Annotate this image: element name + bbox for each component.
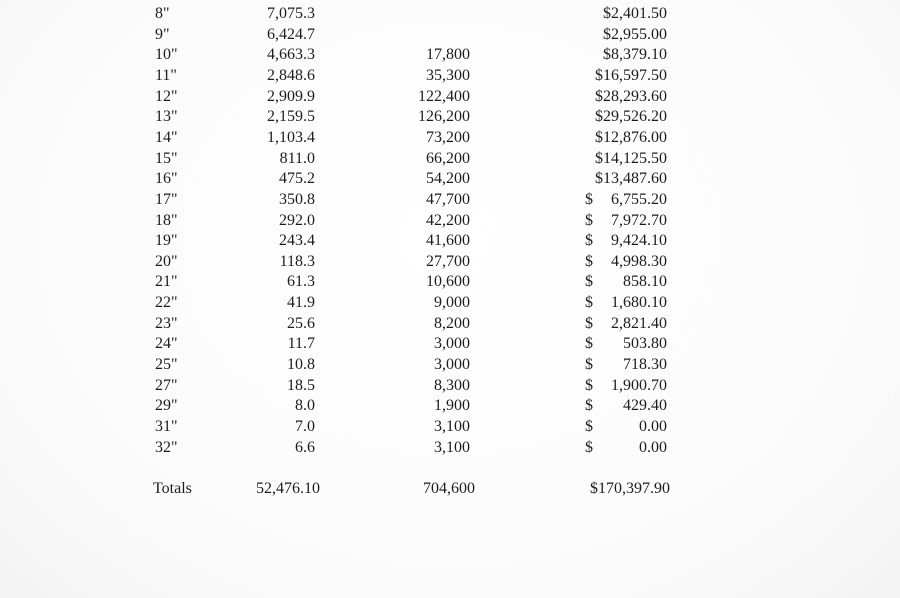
row-qty: 3,100	[434, 438, 470, 456]
row-amount: $14,125.50	[595, 149, 667, 167]
table-row	[0, 272, 900, 292]
row-size: 12"	[155, 87, 178, 105]
row-qty: 122,400	[418, 87, 470, 105]
table-row	[0, 4, 900, 24]
table-row	[0, 293, 900, 313]
row-qty: 35,300	[426, 66, 470, 84]
row-volume: 10.8	[287, 356, 315, 374]
row-currency: $	[585, 314, 593, 332]
table-row	[0, 252, 900, 272]
row-volume: 2,909.9	[267, 87, 315, 105]
totals-label: Totals	[153, 480, 192, 497]
row-currency: $	[585, 397, 593, 415]
row-volume: 25.6	[287, 314, 315, 332]
table-row	[0, 87, 900, 107]
row-volume: 350.8	[279, 190, 315, 208]
row-size: 20"	[155, 252, 178, 270]
table-row	[0, 107, 900, 127]
row-size: 22"	[155, 294, 178, 312]
row-volume: 811.0	[279, 149, 315, 167]
row-qty: 8,200	[434, 314, 470, 332]
row-qty: 9,000	[434, 294, 470, 312]
row-size: 19"	[155, 232, 178, 250]
row-qty: 41,600	[426, 232, 470, 250]
row-currency: $	[585, 335, 593, 353]
table-row	[0, 334, 900, 354]
row-qty: 1,900	[434, 397, 470, 415]
row-qty: 3,000	[434, 335, 470, 353]
row-amount: 503.80	[623, 335, 667, 353]
row-amount: $12,876.00	[595, 128, 667, 146]
row-volume: 8.0	[295, 397, 315, 415]
row-size: 27"	[155, 376, 178, 394]
row-size: 14"	[155, 128, 178, 146]
row-size: 10"	[155, 46, 178, 64]
table-row	[0, 438, 900, 458]
row-size: 17"	[155, 190, 178, 208]
row-volume: 2,159.5	[267, 108, 315, 126]
row-qty: 3,000	[434, 356, 470, 374]
row-currency: $	[585, 232, 593, 250]
row-qty: 73,200	[426, 128, 470, 146]
row-amount: $2,955.00	[603, 25, 667, 43]
row-amount: 6,755.20	[611, 190, 667, 208]
row-size: 8"	[155, 5, 170, 22]
row-amount: 1,900.70	[611, 376, 667, 394]
row-currency: $	[585, 356, 593, 374]
row-amount: 1,680.10	[611, 294, 667, 312]
row-amount: 9,424.10	[611, 232, 667, 250]
row-currency: $	[585, 211, 593, 229]
table-row	[0, 128, 900, 148]
row-qty: 126,200	[418, 108, 470, 126]
row-amount: 7,972.70	[611, 211, 667, 229]
table-row	[0, 355, 900, 375]
row-currency: $	[585, 190, 593, 208]
row-size: 9"	[155, 25, 170, 43]
row-qty: 17,800	[426, 46, 470, 64]
row-amount: 0.00	[639, 418, 667, 435]
row-size: 29"	[155, 397, 178, 415]
row-amount: $28,293.60	[595, 87, 667, 105]
row-volume: 2,848.6	[267, 66, 315, 84]
row-amount: 718.30	[623, 356, 667, 374]
row-volume: 18.5	[287, 376, 315, 394]
row-amount: $2,401.50	[603, 5, 667, 22]
table-row	[0, 25, 900, 45]
row-volume: 475.2	[279, 170, 315, 188]
table-row	[0, 149, 900, 169]
row-qty: 27,700	[426, 252, 470, 270]
row-amount: $13,487.60	[595, 170, 667, 188]
table-row	[0, 169, 900, 189]
row-volume: 6.6	[295, 438, 315, 456]
row-amount: 858.10	[623, 273, 667, 291]
row-amount: $16,597.50	[595, 66, 667, 84]
table-row	[0, 396, 900, 416]
row-amount: 2,821.40	[611, 314, 667, 332]
row-volume: 243.4	[279, 232, 315, 250]
row-size: 21"	[155, 273, 178, 291]
row-size: 24"	[155, 335, 178, 353]
row-amount: 429.40	[623, 397, 667, 415]
row-size: 23"	[155, 314, 178, 332]
table-row	[0, 231, 900, 251]
row-currency: $	[585, 273, 593, 291]
row-volume: 7,075.3	[267, 5, 315, 22]
table-row	[0, 314, 900, 334]
row-qty: 3,100	[434, 418, 470, 435]
row-volume: 7.0	[295, 418, 315, 435]
row-size: 18"	[155, 211, 178, 229]
totals-amount: $170,397.90	[590, 480, 670, 497]
totals-row	[0, 479, 900, 499]
row-volume: 118.3	[279, 252, 315, 270]
table-row	[0, 66, 900, 86]
table-row	[0, 376, 900, 396]
table-row	[0, 211, 900, 231]
row-size: 13"	[155, 108, 178, 126]
row-qty: 42,200	[426, 211, 470, 229]
row-currency: $	[585, 438, 593, 456]
row-volume: 6,424.7	[267, 25, 315, 43]
row-currency: $	[585, 376, 593, 394]
row-currency: $	[585, 294, 593, 312]
row-qty: 54,200	[426, 170, 470, 188]
row-qty: 8,300	[434, 376, 470, 394]
row-volume: 4,663.3	[267, 46, 315, 64]
row-volume: 61.3	[287, 273, 315, 291]
totals-volume: 52,476.10	[256, 480, 320, 497]
row-size: 15"	[155, 149, 178, 167]
table-row	[0, 45, 900, 65]
row-size: 11"	[155, 66, 177, 84]
row-amount: $29,526.20	[595, 108, 667, 126]
row-qty: 66,200	[426, 149, 470, 167]
row-amount: 0.00	[639, 438, 667, 456]
table-row	[0, 417, 900, 437]
row-volume: 292.0	[279, 211, 315, 229]
row-amount: 4,998.30	[611, 252, 667, 270]
row-qty: 47,700	[426, 190, 470, 208]
row-size: 31"	[155, 418, 178, 435]
row-size: 32"	[155, 438, 178, 456]
row-currency: $	[585, 252, 593, 270]
row-qty: 10,600	[426, 273, 470, 291]
row-amount: $8,379.10	[603, 46, 667, 64]
row-size: 16"	[155, 170, 178, 188]
row-size: 25"	[155, 356, 178, 374]
table-row	[0, 190, 900, 210]
row-currency: $	[585, 418, 593, 435]
row-volume: 41.9	[287, 294, 315, 312]
row-volume: 11.7	[287, 335, 315, 353]
row-volume: 1,103.4	[267, 128, 315, 146]
totals-qty: 704,600	[423, 480, 475, 497]
